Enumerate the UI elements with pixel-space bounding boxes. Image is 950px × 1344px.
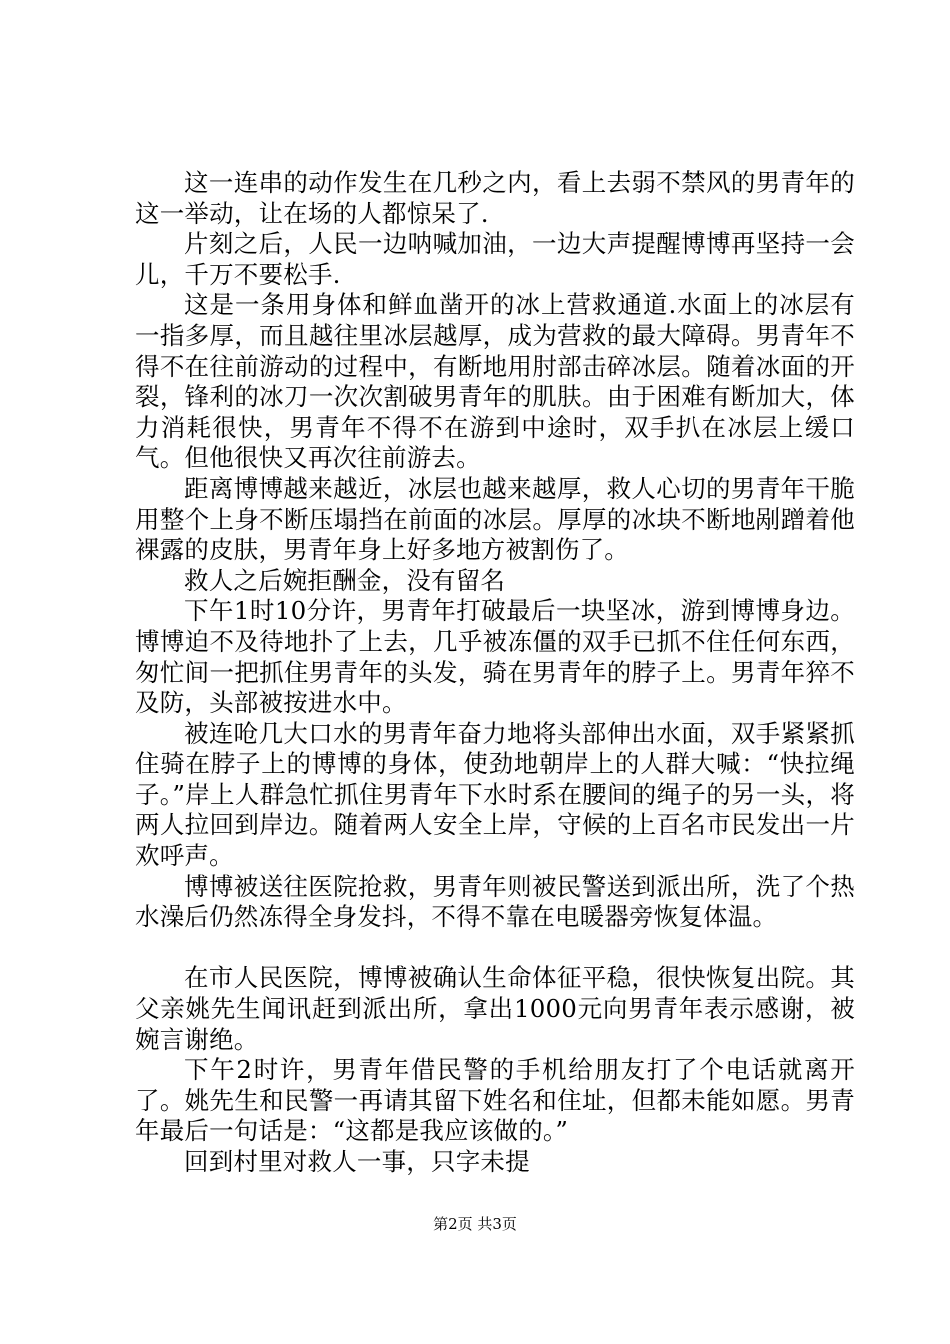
section-heading: 救人之后婉拒酬金，没有留名: [184, 565, 506, 595]
document-body: [135, 168, 855, 1178]
paragraph: 博博被送往医院抢救，男青年则被民警送到派出所，洗了个热水澡后仍然冻得全身发抖，不得不靠在电暖器旁恢复体温。: [135, 871, 855, 932]
paragraph: 这是一条用身体和鲜血凿开的冰上营救通道.水面上的冰层有一指多厚，而且越往里冰层越厚，成为营救的最大障碍。男青年不得不在往前游动的过程中，有断地用肘部击碎冰层。随着冰面的开裂，锋利的冰刀一次次割破男青年的肌肤。由于困难有断加大，体力消耗很快，男青年不得不在游到中途时，双手扒在冰层上缓口气。但他很快又再次往前游去。: [135, 290, 855, 473]
paragraph: 下午1时10分许，男青年打破最后一块坚冰，游到博博身边。博博迫不及待地扑了上去，几乎被冻僵的双手已抓不住任何东西，匆忙间一把抓住男青年的头发，骑在男青年的脖子上。男青年猝不及防，头部被按进水中。: [135, 596, 855, 718]
paragraph: 下午2时许，男青年借民警的手机给朋友打了个电话就离开了。姚先生和民警一再请其留下姓名和住址，但都未能如愿。男青年最后一句话是：“这都是我应该做的。”: [135, 1055, 855, 1146]
paragraph: 被连呛几大口水的男青年奋力地将头部伸出水面，双手紧紧抓住骑在脖子上的博博的身体，使劲地朝岸上的人群大喊：“快拉绳子。”岸上人群急忙抓住男青年下水时系在腰间的绳子的另一头，将两人拉回到岸边。随着两人安全上岸，守候的上百名市民发出一片欢呼声。: [135, 718, 855, 871]
paragraph: 在市人民医院，博博被确认生命体征平稳，很快恢复出院。其父亲姚先生闻讯赶到派出所，拿出1000元向男青年表示感谢，被婉言谢绝。: [135, 963, 855, 1054]
page-footer: [0, 1214, 950, 1234]
page-number: 第2页 共3页: [433, 1215, 517, 1233]
paragraph: 片刻之后，人民一边呐喊加油，一边大声提醒博博再坚持一会儿，千万不要松手.: [135, 229, 855, 289]
section-heading: 回到村里对救人一事，只字未提: [184, 1147, 530, 1176]
paragraph: 距离博博越来越近，冰层也越来越厚，救人心切的男青年干脆用整个上身不断压塌挡在前面的冰层。厚厚的冰块不断地剐蹭着他裸露的皮肤，男青年身上好多地方被割伤了。: [135, 473, 855, 565]
paragraph: 这一连串的动作发生在几秒之内，看上去弱不禁风的男青年的这一举动，让在场的人都惊呆了.: [135, 168, 855, 228]
